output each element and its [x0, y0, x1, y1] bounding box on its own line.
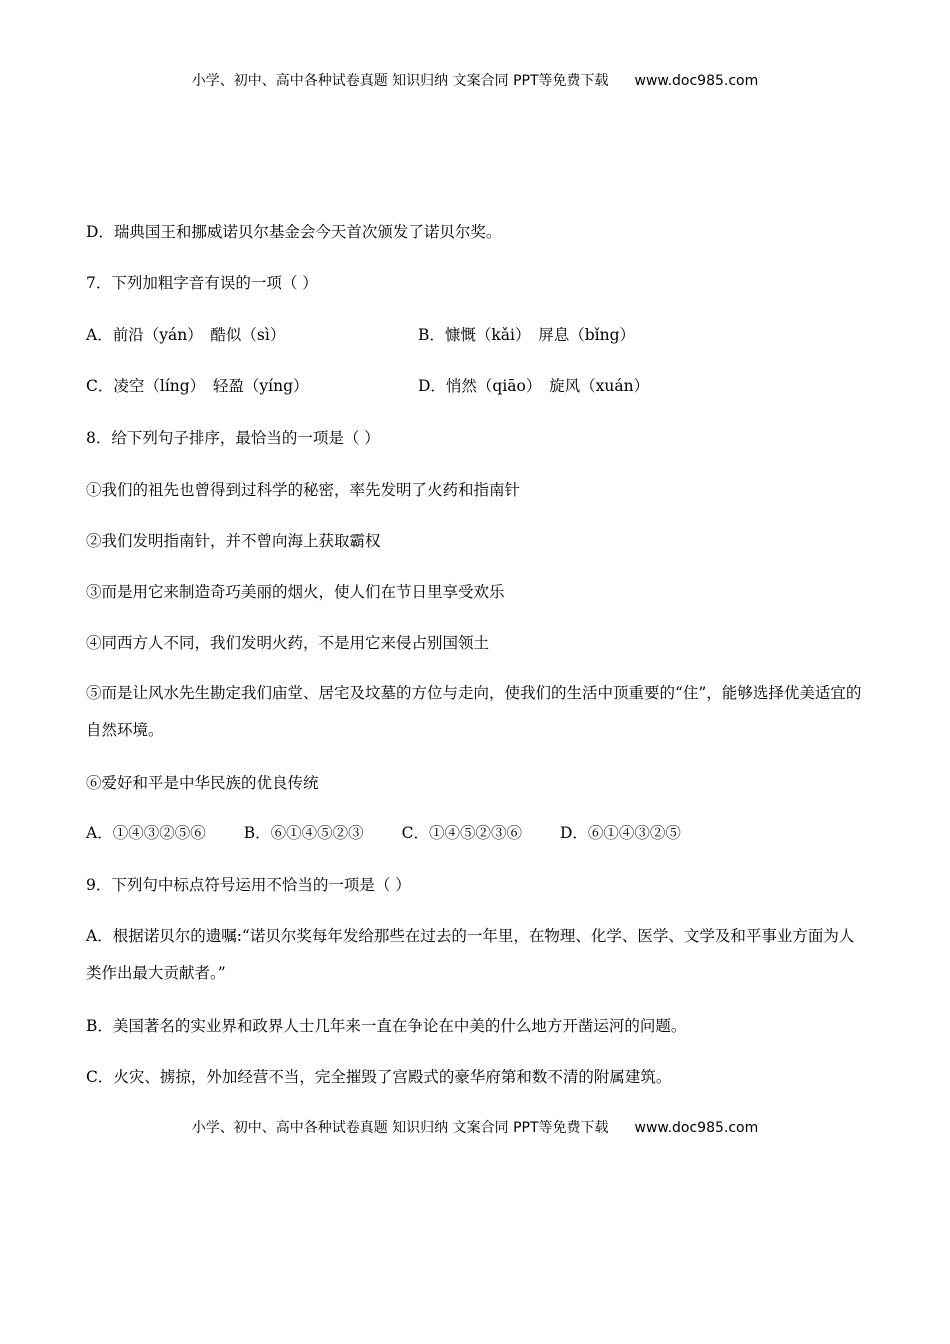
q8-stem: 8．给下列句子排序，最恰当的一项是（ ） — [86, 429, 380, 447]
footer-banner-text: 小学、初中、高中各种试卷真题 知识归纳 文案合同 PPT等免费下载 — [191, 1120, 609, 1136]
q8-option-b: B．⑥①④⑤②③ — [243, 824, 364, 842]
q7-stem: 7．下列加粗字音有误的一项（ ） — [86, 274, 318, 292]
q7-options-row-2 — [86, 375, 866, 397]
q7-option-c: C．凌空（líng） 轻盈（yíng） — [86, 377, 309, 395]
q9-stem: 9．下列句中标点符号运用不恰当的一项是（ ） — [86, 876, 411, 894]
q8-option-c: C．①④⑤②③⑥ — [401, 824, 522, 842]
footer-banner — [0, 1117, 950, 1137]
q8-sentence-5: ⑤而是让风水先生勘定我们庙堂、居宅及坟墓的方位与走向，使我们的生活中顶重要的“住”，能够选择优美适宜的自然环境。 — [86, 684, 862, 739]
q8-sentence-3: ③而是用它来制造奇巧美丽的烟火，使人们在节日里享受欢乐 — [86, 583, 505, 601]
q9-option-b: B．美国著名的实业界和政界人士几年来一直在争论在中美的什么地方开凿运河的问题。 — [86, 1017, 687, 1035]
header-banner-text: 小学、初中、高中各种试卷真题 知识归纳 文案合同 PPT等免费下载 — [191, 73, 609, 89]
q8-sentence-1: ①我们的祖先也曾得到过科学的秘密，率先发明了火药和指南针 — [86, 481, 521, 499]
q9-option-c: C．火灾、掳掠，外加经营不当，完全摧毁了宫殿式的豪华府第和数不清的附属建筑。 — [86, 1068, 672, 1086]
footer-banner-site[interactable]: www.doc985.com — [634, 1120, 759, 1136]
q7-option-b: B．慷慨（kǎi） 屏息（bǐng） — [418, 326, 636, 344]
q7-option-a: A．前沿（yán） 酷似（sì） — [86, 326, 286, 344]
header-banner — [0, 70, 950, 90]
header-banner-site[interactable]: www.doc985.com — [634, 73, 759, 89]
q8-option-d: D．⑥①④③②⑤ — [559, 824, 681, 842]
q8-options-row — [86, 822, 681, 844]
q8-option-a: A．①④③②⑤⑥ — [86, 824, 206, 842]
q8-sentence-2: ②我们发明指南针，并不曾向海上获取霸权 — [86, 532, 381, 550]
q9-option-a: A．根据诺贝尔的遗嘱:“诺贝尔奖每年发给那些在过去的一年里，在物理、化学、医学、文学及和平事业方面为人类作出最大贡献者。” — [86, 927, 855, 982]
q8-sentence-6: ⑥爱好和平是中华民族的优良传统 — [86, 774, 319, 792]
q6-option-d: D．瑞典国王和挪威诺贝尔基金会今天首次颁发了诺贝尔奖。 — [86, 223, 502, 241]
q7-options-row-1 — [86, 324, 866, 346]
q8-sentence-4: ④同西方人不同，我们发明火药，不是用它来侵占别国领土 — [86, 634, 490, 652]
q7-option-d: D．悄然（qiāo） 旋风（xuán） — [418, 377, 650, 395]
